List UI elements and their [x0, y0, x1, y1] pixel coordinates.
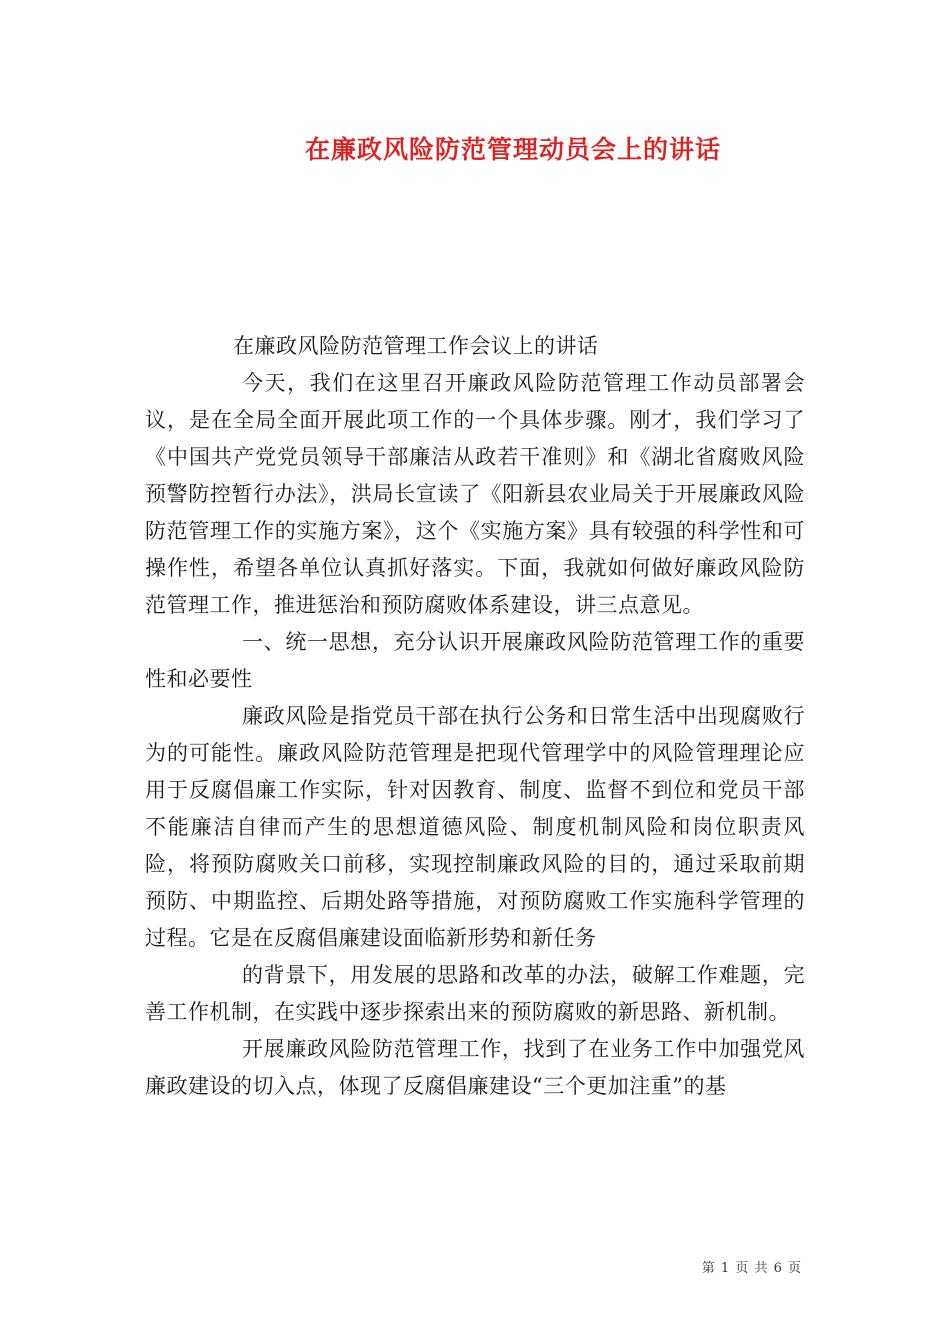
paragraph-intro: 今天，我们在这里召开廉政风险防范管理工作动员部署会议，是在全局全面开展此项工作的一个具体步骤。刚才，我们学习了《中国共产党党员领导干部廉洁从政若干准则》和《湖北省腐败风险预警防控暂行办法》，洪局长宣读了《阳新县农业局关于开展廉政风险防范管理工作的实施方案》，这个《实施方案》具有较强的科学性和可操作性，希望各单位认真抓好落实。下面，我就如何做好廉政风险防范管理工作，推进惩治和预防腐败体系建设，讲三点意见。	[145, 371, 805, 617]
paragraph-significance: 开展廉政风险防范管理工作，找到了在业务工作中加强党风廉政建设的切入点，体现了反腐倡廉建设“三个更加注重”的基	[145, 1037, 805, 1098]
page-number-footer: 第 1 页 共 6 页	[701, 1261, 802, 1276]
document-subtitle: 在廉政风险防范管理工作会议上的讲话	[233, 334, 599, 358]
paragraph-definition: 廉政风险是指党员干部在执行公务和日常生活中出现腐败行为的可能性。廉政风险防范管理是把现代管理学中的风险管理理论应用于反腐倡廉工作实际，针对因教育、制度、监督不到位和党员干部不能廉洁自律而产生的思想道德风险、制度机制风险和岗位职责风险，将预防腐败关口前移，实现控制廉政风险的目的，通过采取前期预防、中期监控、后期处路等措施，对预防腐败工作实施科学管理的过程。它是在反腐倡廉建设面临新形势和新任务	[145, 704, 805, 950]
document-body	[145, 328, 805, 1105]
paragraph-background: 的背景下，用发展的思路和改革的办法，破解工作难题，完善工作机制，在实践中逐步探索出来的预防腐败的新思路、新机制。	[145, 963, 805, 1024]
document-title: 在廉政风险防范管理动员会上的讲话	[304, 135, 721, 164]
section-heading-1: 一、统一思想，充分认识开展廉政风险防范管理工作的重要性和必要性	[145, 630, 805, 691]
